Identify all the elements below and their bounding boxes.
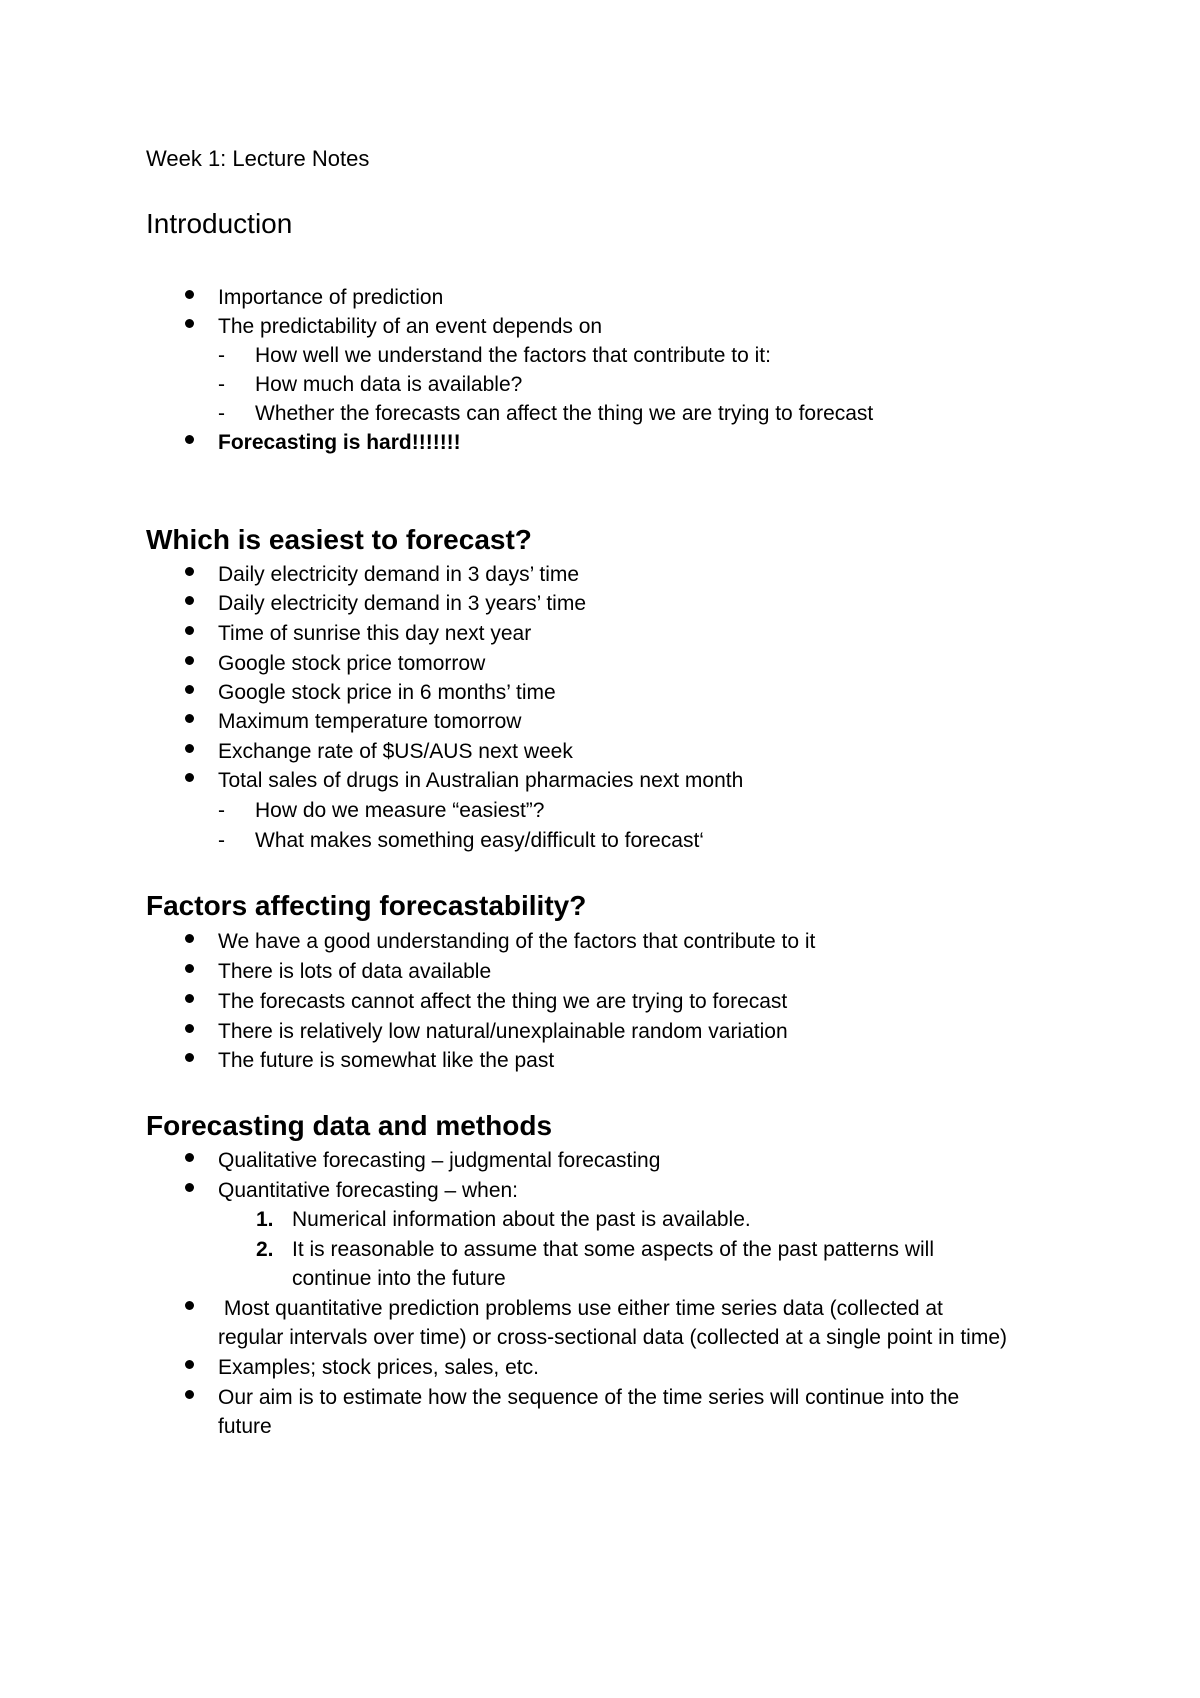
bullet-icon: [185, 685, 194, 694]
list-item: Most quantitative prediction problems use either time series data (collected at: [218, 1297, 943, 1320]
list-item: Exchange rate of $US/AUS next week: [218, 740, 573, 763]
bullet-icon: [185, 567, 194, 576]
section-heading-factors: Factors affecting forecastability?: [146, 890, 587, 921]
numbered-marker: 2.: [256, 1238, 274, 1261]
page-title: Week 1: Lecture Notes: [146, 146, 370, 171]
bullet-icon: [185, 1053, 194, 1062]
bullet-icon: [185, 319, 194, 328]
list-item: Daily electricity demand in 3 years’ time: [218, 592, 587, 615]
bullet-icon: [185, 1301, 194, 1310]
bullet-icon: [185, 964, 194, 973]
sub-list-item: What makes something easy/difficult to forecast‘: [255, 829, 704, 852]
bullet-icon: [185, 744, 194, 753]
sub-list-item: How do we measure “easiest”?: [255, 799, 545, 822]
list-item: Qualitative forecasting – judgmental forecasting: [218, 1149, 661, 1172]
list-item: Importance of prediction: [218, 286, 444, 309]
bullet-icon: [185, 1390, 194, 1399]
list-item: Google stock price in 6 months’ time: [218, 681, 556, 704]
dash-marker: -: [218, 373, 225, 396]
bullet-icon: [185, 435, 194, 444]
dash-marker: -: [218, 829, 225, 852]
list-item: There is relatively low natural/unexplainable random variation: [218, 1020, 788, 1043]
dash-marker: -: [218, 799, 225, 822]
list-item: Maximum temperature tomorrow: [218, 710, 522, 733]
bullet-icon: [185, 714, 194, 723]
list-item: We have a good understanding of the factors that contribute to it: [218, 930, 816, 953]
list-item: Daily electricity demand in 3 days’ time: [218, 563, 580, 586]
list-item: Forecasting is hard!!!!!!!: [218, 431, 461, 454]
section-heading-introduction: Introduction: [146, 208, 293, 239]
list-item: Quantitative forecasting – when:: [218, 1179, 519, 1202]
bullet-icon: [185, 290, 194, 299]
bullet-icon: [185, 656, 194, 665]
section-heading-easiest: Which is easiest to forecast?: [146, 524, 532, 555]
bullet-icon: [185, 1153, 194, 1162]
bullet-icon: [185, 1360, 194, 1369]
numbered-item-continuation: continue into the future: [292, 1267, 506, 1290]
section-heading-methods: Forecasting data and methods: [146, 1110, 553, 1141]
bullet-icon: [185, 773, 194, 782]
sub-list-item: How much data is available?: [255, 373, 523, 396]
list-item: Time of sunrise this day next year: [218, 622, 532, 645]
list-item: Google stock price tomorrow: [218, 652, 486, 675]
list-item: Examples; stock prices, sales, etc.: [218, 1356, 539, 1379]
numbered-item: It is reasonable to assume that some aspects of the past patterns will: [292, 1238, 934, 1261]
bullet-icon: [185, 1183, 194, 1192]
list-item: There is lots of data available: [218, 960, 492, 983]
bullet-icon: [185, 626, 194, 635]
bullet-icon: [185, 596, 194, 605]
bullet-icon: [185, 934, 194, 943]
list-item: The forecasts cannot affect the thing we are trying to forecast: [218, 990, 788, 1013]
list-item-continuation: future: [218, 1415, 272, 1438]
numbered-marker: 1.: [256, 1208, 274, 1231]
list-item-continuation: regular intervals over time) or cross-sectional data (collected at a single point in time): [218, 1326, 1008, 1349]
sub-list-item: How well we understand the factors that contribute to it:: [255, 344, 771, 367]
sub-list-item: Whether the forecasts can affect the thing we are trying to forecast: [255, 402, 874, 425]
list-item: The future is somewhat like the past: [218, 1049, 555, 1072]
bullet-icon: [185, 1024, 194, 1033]
list-item: The predictability of an event depends on: [218, 315, 603, 338]
bullet-icon: [185, 994, 194, 1003]
numbered-item: Numerical information about the past is available.: [292, 1208, 751, 1231]
dash-marker: -: [218, 402, 225, 425]
dash-marker: -: [218, 344, 225, 367]
list-item: Our aim is to estimate how the sequence of the time series will continue into the: [218, 1386, 960, 1409]
list-item: Total sales of drugs in Australian pharmacies next month: [218, 769, 744, 792]
